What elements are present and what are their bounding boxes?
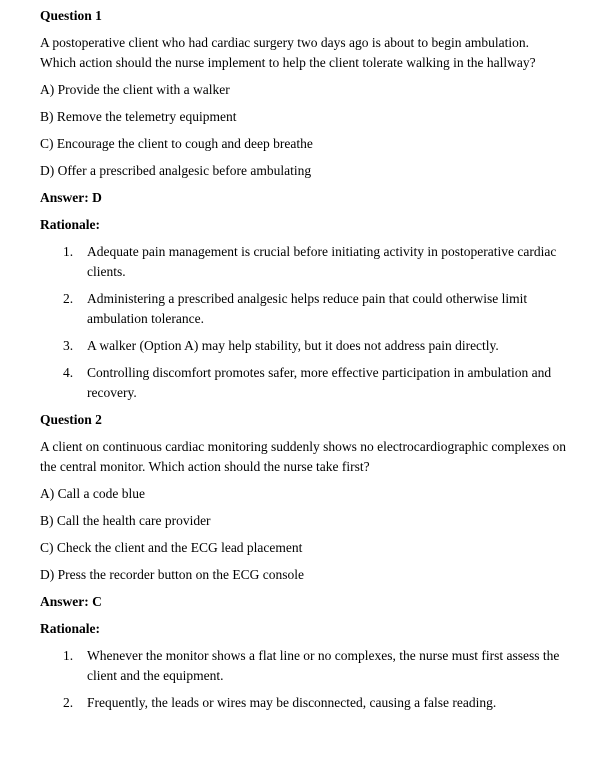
question-2-block bbox=[40, 410, 567, 713]
rationale-item-text: Administering a prescribed analgesic helps reduce pain that could otherwise limit ambulation tolerance. bbox=[87, 291, 528, 326]
rationale-item-number: 4. bbox=[63, 365, 74, 380]
question-heading: Question 2 bbox=[40, 412, 102, 427]
rationale-item-text: Controlling discomfort promotes safer, more effective participation in ambulation and recovery. bbox=[87, 365, 552, 400]
rationale-item bbox=[40, 363, 567, 403]
rationale-item-text: A walker (Option A) may help stability, but it does not address pain directly. bbox=[87, 338, 499, 353]
rationale-item-text: Adequate pain management is crucial before initiating activity in postoperative cardiac clients. bbox=[87, 244, 557, 279]
question-heading: Question 1 bbox=[40, 8, 102, 23]
question-stem: A postoperative client who had cardiac surgery two days ago is about to begin ambulation. Which action should the nurse implement to help the client tolerate walking in the hallway? bbox=[40, 35, 536, 70]
rationale-item-text: Whenever the monitor shows a flat line or no complexes, the nurse must first assess the client and the equipment. bbox=[87, 648, 560, 683]
rationale-list bbox=[40, 242, 567, 403]
answer-option-d: D) Offer a prescribed analgesic before ambulating bbox=[40, 163, 312, 178]
rationale-item-number: 1. bbox=[63, 244, 74, 259]
rationale-item-number: 2. bbox=[63, 695, 74, 710]
rationale-item-text: Frequently, the leads or wires may be disconnected, causing a false reading. bbox=[87, 695, 497, 710]
answer-option-b: B) Call the health care provider bbox=[40, 513, 211, 528]
rationale-item-number: 1. bbox=[63, 648, 74, 663]
rationale-item-number: 3. bbox=[63, 338, 74, 353]
question-stem: A client on continuous cardiac monitoring suddenly shows no electrocardiographic complexes on the central monitor. Which action should the nurse take first? bbox=[40, 439, 566, 474]
rationale-list bbox=[40, 646, 567, 713]
rationale-item-number: 2. bbox=[63, 291, 74, 306]
rationale-heading: Rationale: bbox=[40, 217, 100, 232]
answer-line: Answer: D bbox=[40, 190, 102, 205]
answer-option-c: C) Check the client and the ECG lead placement bbox=[40, 540, 303, 555]
answer-option-d: D) Press the recorder button on the ECG console bbox=[40, 567, 304, 582]
answer-option-a: A) Call a code blue bbox=[40, 486, 145, 501]
question-1-block bbox=[40, 6, 567, 403]
rationale-item bbox=[40, 693, 567, 713]
answer-option-c: C) Encourage the client to cough and deep breathe bbox=[40, 136, 313, 151]
rationale-heading: Rationale: bbox=[40, 621, 100, 636]
rationale-item bbox=[40, 646, 567, 686]
answer-line: Answer: C bbox=[40, 594, 102, 609]
rationale-item bbox=[40, 336, 567, 356]
rationale-item bbox=[40, 289, 567, 329]
answer-option-a: A) Provide the client with a walker bbox=[40, 82, 230, 97]
answer-option-b: B) Remove the telemetry equipment bbox=[40, 109, 237, 124]
document-page bbox=[40, 6, 567, 713]
rationale-item bbox=[40, 242, 567, 282]
